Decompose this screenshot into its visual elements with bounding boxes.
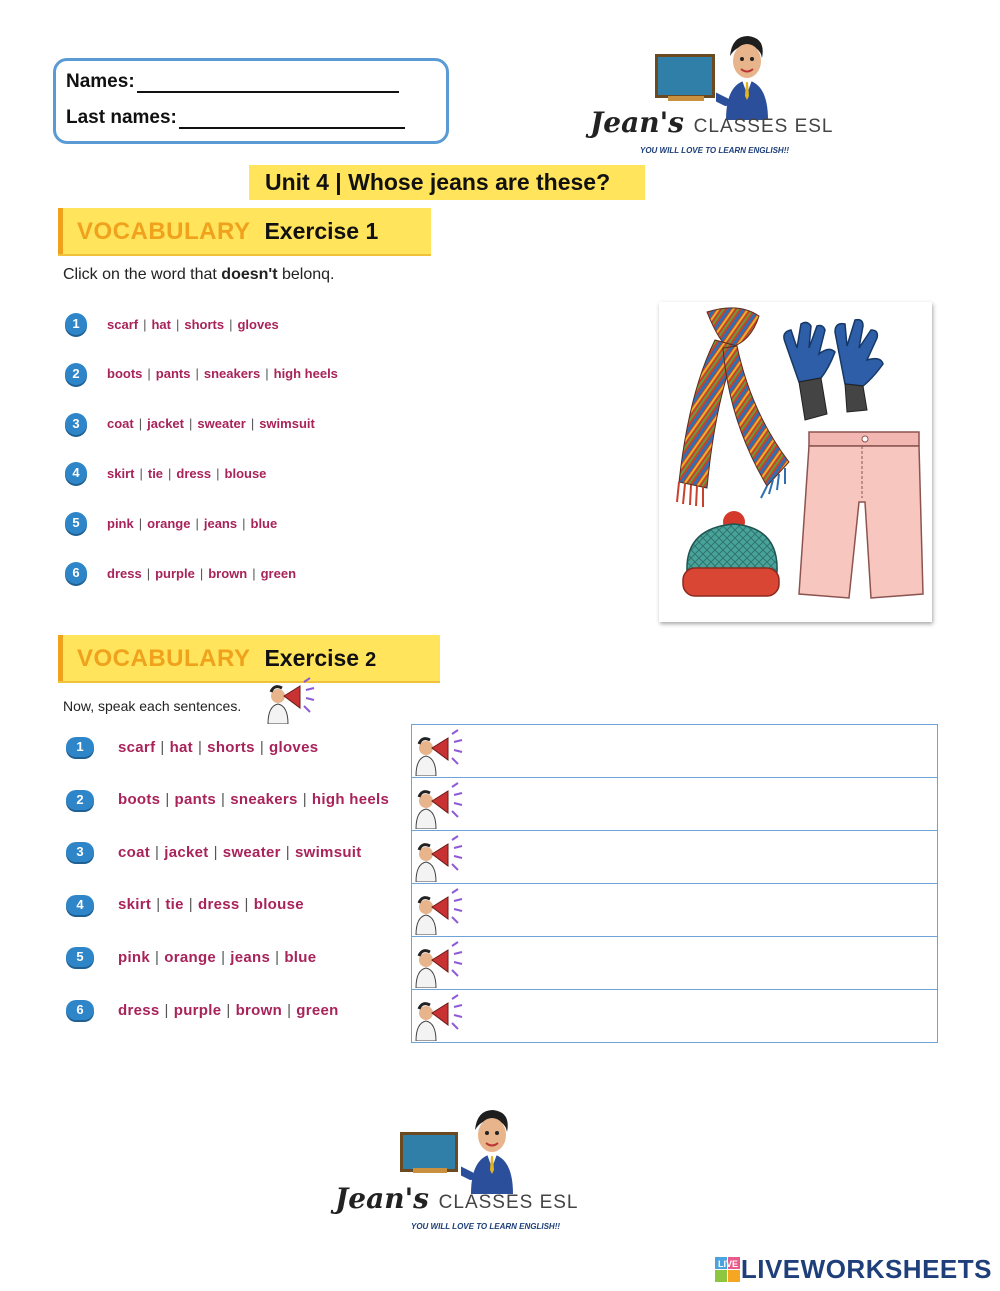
- word-option[interactable]: dress: [176, 465, 212, 481]
- word-option[interactable]: coat: [107, 416, 134, 432]
- word-option[interactable]: high heels: [273, 366, 338, 382]
- word-option[interactable]: swimsuit: [259, 416, 315, 432]
- scarf-icon: [677, 308, 789, 507]
- word-option[interactable]: coat: [118, 843, 151, 861]
- item-number-badge: 3: [66, 842, 94, 862]
- tagline: YOU WILL LOVE TO LEARN ENGLISH!!: [640, 146, 790, 155]
- word-option[interactable]: sneakers: [230, 791, 298, 809]
- answer-row: [412, 831, 938, 884]
- brand-name: Jean's CLASSES ESL: [335, 1182, 579, 1215]
- answer-table: [411, 724, 938, 1043]
- word-option[interactable]: orange: [164, 948, 217, 966]
- speaker-megaphone-icon[interactable]: [414, 938, 466, 988]
- item-number-badge: 4: [65, 462, 87, 484]
- jeans-classes-logo-footer: [333, 1106, 579, 1236]
- word-option[interactable]: purple: [155, 565, 195, 581]
- recording-cell[interactable]: [412, 831, 938, 884]
- name-box: [53, 58, 449, 144]
- speaker-megaphone-icon[interactable]: [414, 885, 466, 935]
- word-option[interactable]: purple: [173, 1001, 222, 1019]
- word-option[interactable]: sneakers: [203, 366, 261, 382]
- speaker-megaphone-icon[interactable]: [414, 779, 466, 829]
- speaker-megaphone-icon[interactable]: [414, 832, 466, 882]
- recording-cell[interactable]: [412, 778, 938, 831]
- word-option[interactable]: orange: [147, 515, 191, 531]
- list-item: 1 scarf | hat | shorts | gloves: [65, 313, 279, 335]
- names-field[interactable]: [66, 71, 399, 93]
- tagline: YOU WILL LOVE TO LEARN ENGLISH!!: [411, 1222, 561, 1231]
- word-option[interactable]: blue: [250, 515, 278, 531]
- word-option[interactable]: tie: [165, 896, 184, 914]
- recording-cell[interactable]: [412, 884, 938, 937]
- answer-row: [412, 937, 938, 990]
- list-item: 3 coat | jacket | sweater | swimsuit: [65, 413, 315, 435]
- clothes-image: [659, 302, 932, 622]
- word-option[interactable]: scarf: [107, 316, 139, 332]
- word-option[interactable]: gloves: [269, 738, 319, 756]
- last-names-field[interactable]: [66, 107, 405, 129]
- names-label: Names:: [66, 71, 135, 92]
- word-option[interactable]: brown: [208, 565, 248, 581]
- word-option[interactable]: blouse: [253, 896, 304, 914]
- word-option[interactable]: tie: [147, 465, 164, 481]
- recording-cell[interactable]: [412, 725, 938, 778]
- word-option[interactable]: jacket: [164, 843, 209, 861]
- gloves-icon: [784, 320, 883, 420]
- chalkboard-icon: [655, 54, 715, 98]
- word-option[interactable]: boots: [118, 791, 161, 809]
- word-option[interactable]: green: [296, 1001, 339, 1019]
- word-option[interactable]: dress: [107, 565, 142, 581]
- word-option[interactable]: pants: [155, 366, 191, 382]
- exercise-2-instruction: Now, speak each sentences.: [63, 698, 242, 714]
- word-option[interactable]: pants: [174, 791, 217, 809]
- recording-cell[interactable]: [412, 937, 938, 990]
- item-number-badge: 5: [65, 512, 87, 534]
- item-number-badge: 2: [65, 363, 87, 385]
- page-title: Unit 4 | Whose jeans are these?: [249, 165, 645, 200]
- word-option[interactable]: skirt: [107, 465, 135, 481]
- item-number-badge: 1: [65, 313, 87, 335]
- word-option[interactable]: pink: [107, 515, 134, 531]
- list-item: 6 dress | purple | brown | green: [65, 562, 296, 584]
- word-option[interactable]: brown: [235, 1001, 283, 1019]
- exercise-2-header: VOCABULARY Exercise 2: [58, 635, 440, 681]
- brand-name: Jean's CLASSES ESL: [590, 106, 834, 139]
- word-option[interactable]: hat: [169, 738, 193, 756]
- word-option[interactable]: sweater: [197, 416, 246, 432]
- shorts-icon: [799, 432, 923, 598]
- answer-row: [412, 778, 938, 831]
- list-item: 6 dress | purple | brown | green: [66, 1000, 339, 1020]
- item-number-badge: 1: [66, 737, 94, 757]
- word-option[interactable]: jeans: [230, 948, 271, 966]
- hat-icon: [683, 511, 779, 596]
- answer-row: [412, 884, 938, 937]
- word-option[interactable]: dress: [118, 1001, 160, 1019]
- speaker-megaphone-icon[interactable]: [266, 674, 318, 724]
- word-option[interactable]: jeans: [203, 515, 238, 531]
- list-item: 3 coat | jacket | sweater | swimsuit: [66, 842, 362, 862]
- list-item: 4 skirt | tie | dress | blouse: [66, 895, 304, 915]
- word-option[interactable]: gloves: [237, 316, 279, 332]
- speaker-megaphone-icon[interactable]: [414, 726, 466, 776]
- recording-cell[interactable]: [412, 990, 938, 1043]
- item-number-badge: 6: [66, 1000, 94, 1020]
- word-option[interactable]: boots: [107, 366, 143, 382]
- liveworksheets-logo[interactable]: LIVE LIVEWORKSHEETS: [715, 1254, 992, 1285]
- word-option[interactable]: skirt: [118, 896, 152, 914]
- word-option[interactable]: high heels: [311, 791, 390, 809]
- list-item: 5 pink | orange | jeans | blue: [65, 512, 277, 534]
- item-number-badge: 2: [66, 790, 94, 810]
- word-option[interactable]: shorts: [184, 316, 225, 332]
- svg-text:LIVE: LIVE: [717, 1258, 738, 1269]
- answer-row: [412, 725, 938, 778]
- word-option[interactable]: pink: [118, 948, 151, 966]
- list-item: 2 boots | pants | sneakers | high heels: [66, 790, 389, 810]
- word-option[interactable]: green: [260, 565, 297, 581]
- word-option[interactable]: blouse: [224, 465, 267, 481]
- item-number-badge: 4: [66, 895, 94, 915]
- word-option[interactable]: hat: [151, 316, 171, 332]
- word-option[interactable]: scarf: [118, 738, 156, 756]
- last-names-label: Last names:: [66, 107, 177, 128]
- item-number-badge: 6: [65, 562, 87, 584]
- word-option[interactable]: blue: [284, 948, 317, 966]
- list-item: 2 boots | pants | sneakers | high heels: [65, 363, 338, 385]
- exercise-1-instruction: Click on the word that doesn't belonq.: [63, 266, 335, 283]
- list-item: 5 pink | orange | jeans | blue: [66, 947, 316, 967]
- speaker-megaphone-icon[interactable]: [414, 991, 466, 1041]
- item-number-badge: 5: [66, 947, 94, 967]
- word-option[interactable]: swimsuit: [294, 843, 362, 861]
- exercise-1-header: VOCABULARY Exercise 1: [58, 208, 431, 254]
- liveworksheets-mark-icon: [715, 1257, 741, 1283]
- word-option[interactable]: dress: [198, 896, 240, 914]
- list-item: 4 skirt | tie | dress | blouse: [65, 462, 266, 484]
- teacher-avatar-icon: [461, 1106, 521, 1194]
- jeans-classes-logo: [588, 30, 834, 160]
- list-item: 1 scarf | hat | shorts | gloves: [66, 737, 318, 757]
- word-option[interactable]: shorts: [207, 738, 255, 756]
- chalkboard-icon: [400, 1132, 458, 1172]
- word-option[interactable]: jacket: [147, 416, 184, 432]
- word-option[interactable]: sweater: [222, 843, 281, 861]
- answer-row: [412, 990, 938, 1043]
- item-number-badge: 3: [65, 413, 87, 435]
